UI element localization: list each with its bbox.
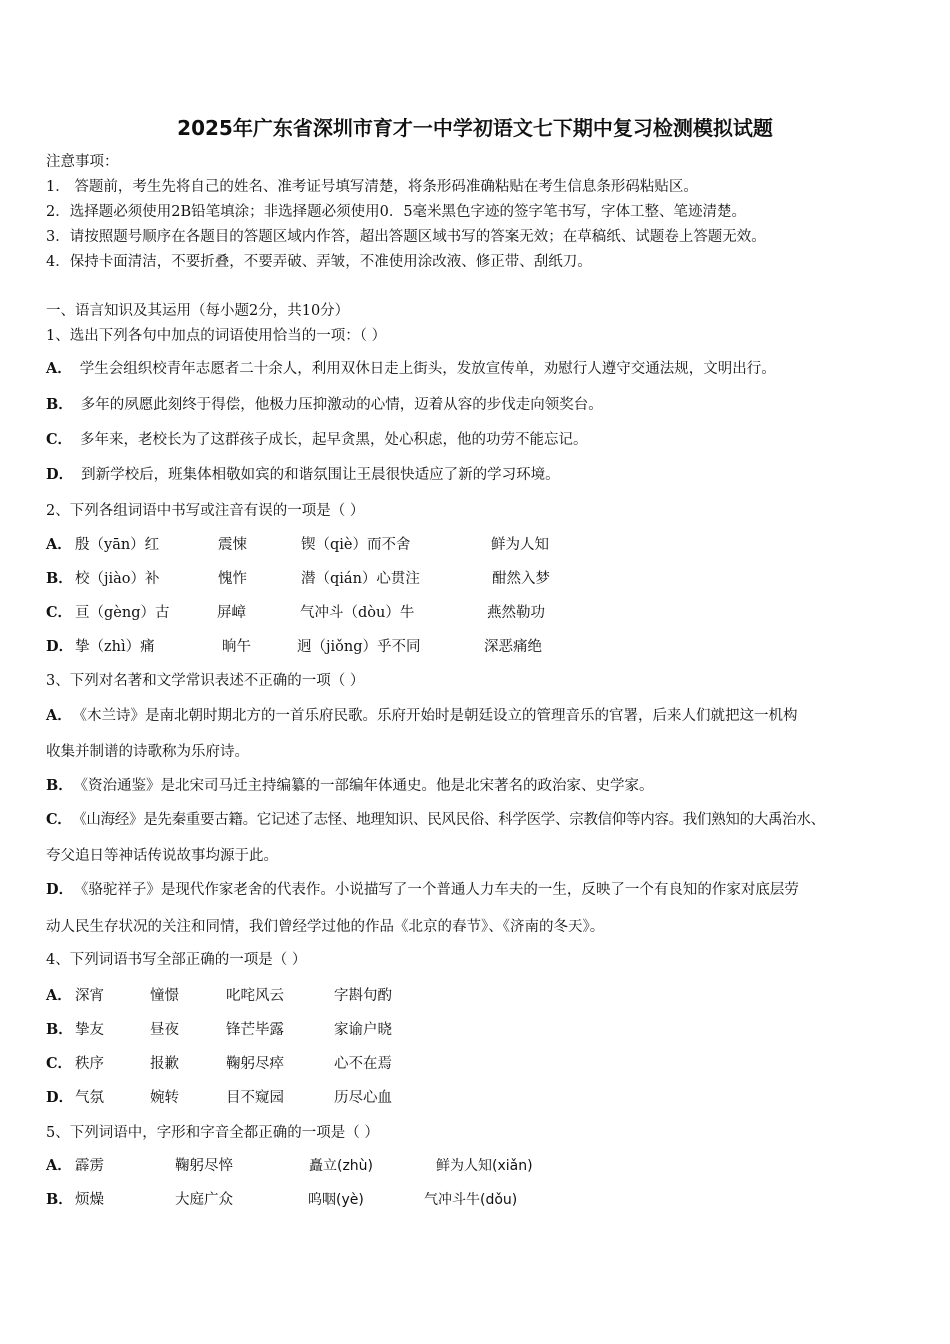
section-heading: 一、语言知识及其运用（每小题2分，共10分）	[46, 303, 350, 319]
notice-item-2: 2．选择题必须使用2B铅笔填涂；非选择题必须使用0．5毫米黑色字迹的签字笔书写，字体工整、笔迹清楚。	[46, 204, 747, 220]
question-3-option-c	[46, 810, 825, 830]
word: 鞠躬尽瘁	[226, 1056, 284, 1072]
word: 亘（gèng）古	[75, 605, 170, 621]
word: 历尽心血	[334, 1090, 392, 1106]
word: 心不在焉	[334, 1056, 392, 1072]
question-5-stem: 5、下列词语中，字形和字音全都正确的一项是（ ）	[46, 1125, 379, 1141]
word: 愧怍	[218, 571, 247, 587]
question-3-option-a	[46, 706, 798, 726]
question-3-option-a-cont: 收集并制谱的诗歌称为乐府诗。	[46, 744, 249, 760]
option-text: 学生会组织校青年志愿者二十余人，利用双休日走上街头，发放宣传单，劝慰行人遵守交通法规，文明出行。	[79, 361, 776, 377]
option-text: 多年的夙愿此刻终于得偿，他极力压抑激动的心情，迈着从容的步伐走向领奖台。	[80, 397, 603, 413]
word: 婉转	[150, 1090, 179, 1106]
option-label: B．	[46, 570, 73, 587]
word: 报歉	[150, 1056, 179, 1072]
word: 家谕户晓	[334, 1022, 392, 1038]
option-label: A．	[46, 987, 72, 1004]
option-text: 《山海经》是先秦重要古籍。它记述了志怪、地理知识、民风民俗、科学医学、宗教信仰等内容。我们熟知的大禹治水、	[79, 812, 825, 828]
word: 校（jiào）补	[75, 571, 160, 587]
question-4-stem: 4、下列词语书写全部正确的一项是（ ）	[46, 952, 307, 968]
word: 鞠躬尽悴	[175, 1158, 233, 1174]
question-1-option-c	[46, 430, 588, 450]
word: 震悚	[218, 537, 247, 553]
option-label: C．	[46, 604, 73, 621]
word: 挚（zhì）痛	[75, 639, 155, 655]
question-3-option-d	[46, 880, 799, 900]
option-text: 《骆驼祥子》是现代作家老舍的代表作。小说描写了一个普通人力车夫的一生，反映了一个有良知的作家对底层劳	[81, 882, 799, 898]
option-label: B．	[46, 1191, 73, 1208]
notice-item-1: 1． 答题前，考生先将自己的姓名、准考证号填写清楚，将条形码准确粘贴在考生信息条形码粘贴区。	[46, 179, 698, 195]
option-label: A．	[46, 360, 72, 377]
word: 屏嶂	[217, 605, 246, 621]
option-label: C．	[46, 1055, 73, 1072]
page-title: 2025年广东省深圳市育才一中学初语文七下期中复习检测模拟试题	[177, 116, 773, 140]
word: 燕然勒功	[487, 605, 545, 621]
word: 目不窥园	[226, 1090, 284, 1106]
question-1-option-d	[46, 465, 560, 485]
option-text: 《木兰诗》是南北朝时期北方的一首乐府民歌。乐府开始时是朝廷设立的管理音乐的官署，后来人们就把这一机构	[79, 708, 798, 724]
option-label: A．	[46, 1157, 72, 1174]
word: 昼夜	[150, 1022, 179, 1038]
option-text: 到新学校后，班集体相敬如宾的和谐氛围让王晨很快适应了新的学习环境。	[81, 467, 560, 483]
option-text: 《资治通鉴》是北宋司马迁主持编纂的一部编年体通史。他是北宋著名的政治家、史学家。	[80, 778, 654, 794]
notice-heading: 注意事项：	[46, 154, 119, 170]
word: 秩序	[75, 1056, 104, 1072]
option-label: B．	[46, 777, 73, 794]
word: 酣然入梦	[492, 571, 550, 587]
word: 晌午	[222, 639, 251, 655]
word: 鲜为人知(xiǎn)	[436, 1158, 533, 1174]
word: 呜咽(yè)	[308, 1192, 364, 1208]
word: 叱咤风云	[226, 988, 284, 1004]
option-label: D．	[46, 638, 74, 655]
option-label: A．	[46, 536, 72, 553]
question-1-option-a	[46, 359, 776, 379]
option-label: D．	[46, 466, 74, 483]
option-label: D．	[46, 1089, 74, 1106]
word: 潜（qián）心贯注	[301, 571, 420, 587]
word: 殷（yān）红	[75, 537, 160, 553]
option-label: C．	[46, 431, 73, 448]
question-3-option-b	[46, 776, 654, 796]
word: 迥（jiǒng）乎不同	[297, 639, 421, 655]
word: 锋芒毕露	[226, 1022, 284, 1038]
word: 大庭广众	[175, 1192, 233, 1208]
word: 锲（qiè）而不舍	[301, 537, 411, 553]
option-label: C．	[46, 811, 72, 828]
question-1-stem: 1、选出下列各句中加点的词语使用恰当的一项：（ ）	[46, 328, 387, 344]
word: 气冲斗（dòu）牛	[300, 605, 415, 621]
question-3-option-d-cont: 动人民生存状况的关注和同情，我们曾经学过他的作品《北京的春节》、《济南的冬天》。	[46, 919, 605, 935]
notice-item-4: 4．保持卡面清洁，不要折叠，不要弄破、弄皱，不准使用涂改液、修正带、刮纸刀。	[46, 254, 592, 270]
word: 鲜为人知	[491, 537, 549, 553]
option-label: A．	[46, 707, 72, 724]
word: 憧憬	[150, 988, 179, 1004]
option-label: B．	[46, 396, 73, 413]
word: 深宵	[75, 988, 104, 1004]
option-label: D．	[46, 881, 74, 898]
notice-item-3: 3．请按照题号顺序在各题目的答题区域内作答，超出答题区域书写的答案无效；在草稿纸、试题卷上答题无效。	[46, 229, 766, 245]
question-3-stem: 3、下列对名著和文学常识表述不正确的一项（ ）	[46, 673, 365, 689]
word: 霹雳	[75, 1158, 104, 1174]
question-2-stem: 2、下列各组词语中书写或注音有误的一项是（ ）	[46, 503, 365, 519]
question-3-option-c-cont: 夸父追日等神话传说故事均源于此。	[46, 848, 278, 864]
word: 气氛	[75, 1090, 104, 1106]
word: 挚友	[75, 1022, 104, 1038]
option-text: 多年来，老校长为了这群孩子成长，起早贪黑，处心积虑，他的功劳不能忘记。	[80, 432, 588, 448]
word: 字斟句酌	[334, 988, 392, 1004]
option-label: B．	[46, 1021, 73, 1038]
word: 气冲斗牛(dǒu)	[424, 1192, 518, 1208]
word: 烦燥	[75, 1192, 104, 1208]
word: 深恶痛绝	[484, 639, 542, 655]
word: 矗立(zhù)	[309, 1158, 374, 1174]
question-1-option-b	[46, 395, 603, 415]
